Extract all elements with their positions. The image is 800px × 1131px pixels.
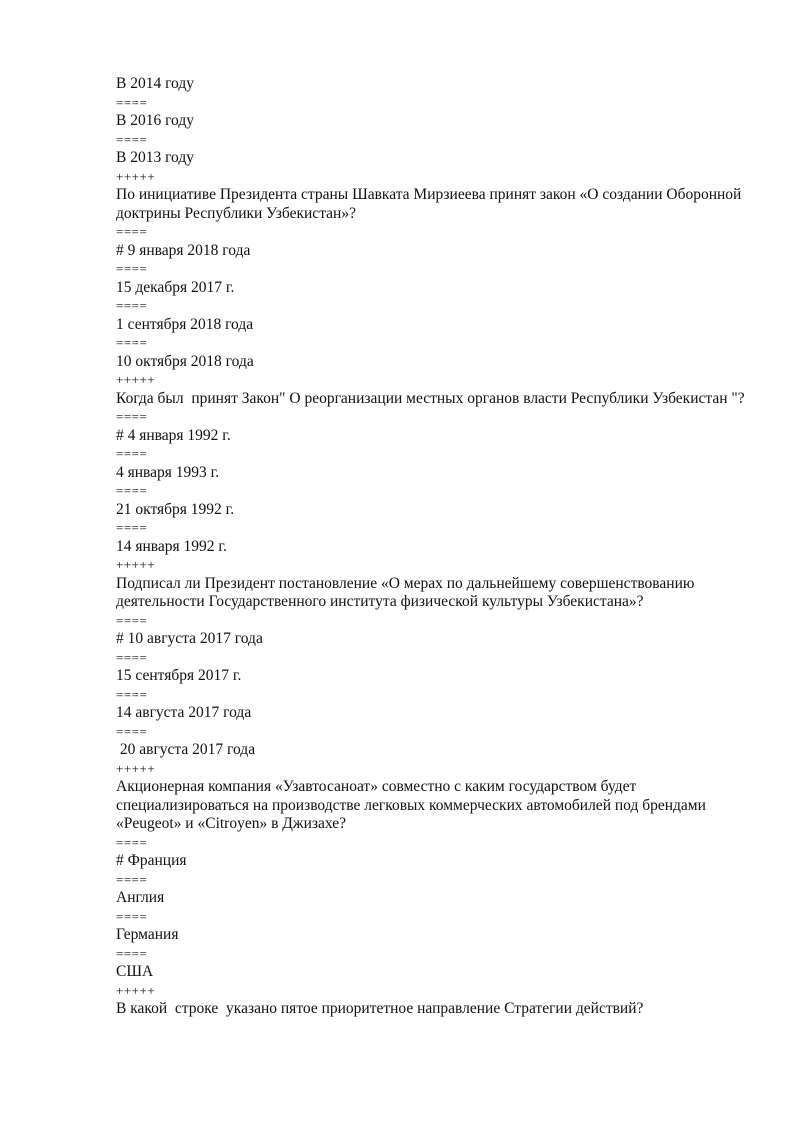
document-page [116,75,766,1019]
correct-answer-option: # Франция [116,852,187,869]
question-separator: +++++ [116,982,156,998]
option-separator: ==== [116,224,148,239]
option-separator: ==== [116,261,148,276]
option-separator: ==== [116,871,148,887]
option-separator: ==== [116,131,148,147]
answer-option: Англия [116,889,165,906]
question-text: По инициативе Президента страны Шавката Мирзиеева принят закон «О создании Оборонной доктрины Республики Узбекистан»? [116,186,746,222]
answer-option: США [116,963,154,980]
answer-option: 4 января 1993 г. [116,463,220,481]
question-text: Когда был принят Закон" О реорганизации местных органов власти Республики Узбекистан "? [116,389,745,407]
correct-answer-option: # 9 января 2018 года [116,241,251,259]
answer-option: В 2013 году [116,149,194,166]
option-separator: ==== [116,945,148,961]
option-separator: ==== [116,94,148,110]
question-text: В какой строке указано пятое приоритетное направление Стратегии действий? [116,1000,644,1017]
option-separator: ==== [116,612,148,628]
option-separator: ==== [116,409,148,424]
answer-option: 1 сентября 2018 года [116,315,254,333]
answer-option: 15 сентября 2017 г. [116,667,242,684]
correct-answer-option: # 4 января 1992 г. [116,426,231,444]
option-separator: ==== [116,298,148,313]
option-separator: ==== [116,834,148,850]
option-separator: ==== [116,520,148,535]
answer-option: 20 августа 2017 года [116,741,256,758]
question-separator: +++++ [116,557,156,572]
option-separator: ==== [116,335,148,350]
question-text: Акционерная компания «Узавтосаноат» совместно с каким государством будет специализироваться на производстве легковых коммерческих автомобилей под брендами «Peugeot» и «Citroyen» в Джизахе? [116,778,710,832]
correct-answer-option: # 10 августа 2017 года [116,630,263,647]
question-separator: +++++ [116,168,156,184]
option-separator: ==== [116,908,148,924]
question-text: Подписал ли Президент постановление «О мерах по дальнейшему совершенствованию деятельности Государственного института физической культуры Узбекистана»? [116,574,699,610]
answer-option: 21 октября 1992 г. [116,500,235,518]
question-separator: +++++ [116,372,156,387]
option-separator: ==== [116,686,148,702]
answer-option: В 2014 году [116,75,194,92]
option-separator: ==== [116,649,148,665]
answer-option: 15 декабря 2017 г. [116,278,235,296]
answer-option: 14 января 1992 г. [116,537,227,555]
option-separator: ==== [116,446,148,461]
question-separator: +++++ [116,760,156,776]
answer-option: 10 октября 2018 года [116,352,254,370]
answer-option: 14 августа 2017 года [116,704,252,721]
answer-option: В 2016 году [116,112,194,129]
option-separator: ==== [116,483,148,498]
answer-option: Германия [116,926,179,943]
option-separator: ==== [116,723,148,739]
